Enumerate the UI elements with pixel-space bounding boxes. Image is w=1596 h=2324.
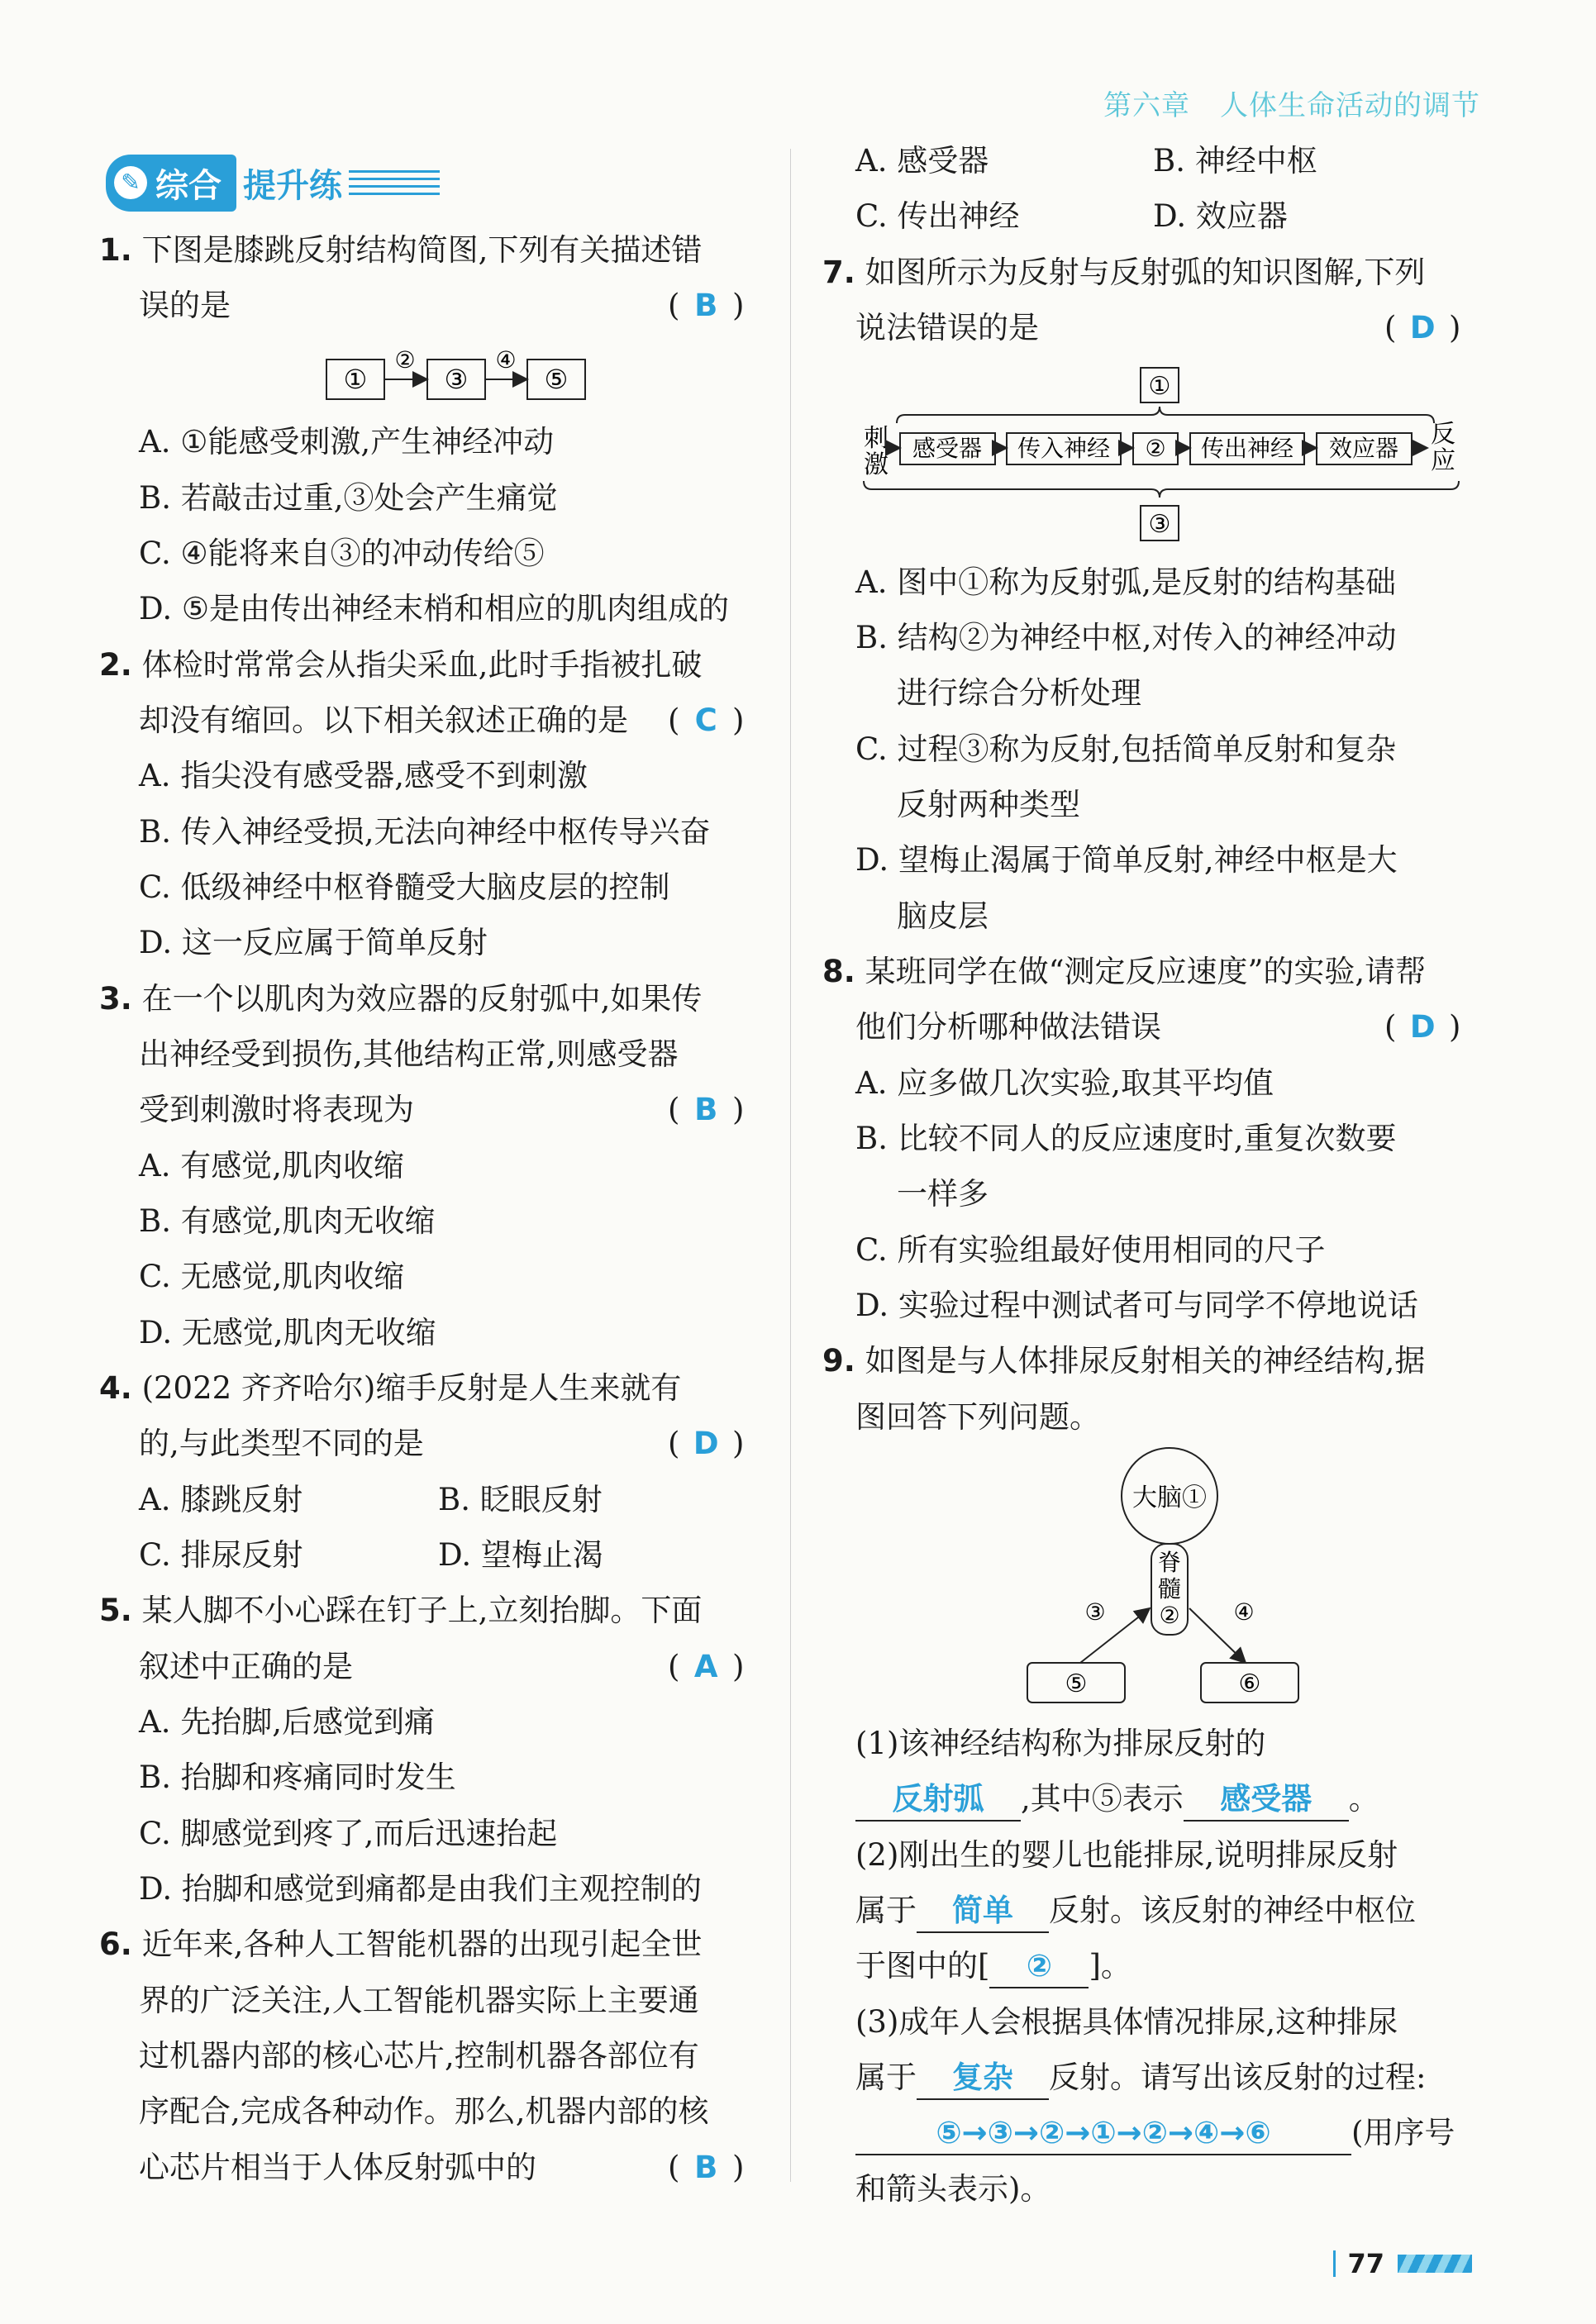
q1-stem-line1: 1. 下图是膝跳反射结构简图,下列有关描述错 — [99, 232, 703, 268]
q3-option-c: C. 无感觉,肌肉收缩 — [139, 1259, 405, 1294]
q7-label-3: ③ — [1148, 510, 1171, 539]
q5-option-d: D. 抬脚和感觉到痛都是由我们主观控制的 — [139, 1871, 702, 1907]
q6-stem-line5: 心芯片相当于人体反射弧中的 — [139, 2150, 536, 2185]
q7-response-2: 应 — [1431, 446, 1455, 475]
q9-answer-3: 简单 — [917, 1890, 1049, 1933]
q9-label-3: ③ — [1084, 1598, 1106, 1626]
q8-option-b-line2: 一样多 — [897, 1176, 989, 1212]
q3-stem-line3: 受到刺激时将表现为 — [139, 1092, 414, 1127]
q7-diagram — [855, 364, 1484, 554]
q2-option-d: D. 这一反应属于简单反射 — [139, 925, 488, 960]
q6-stem-line2: 界的广泛关注,人工智能机器实际上主要通 — [139, 1983, 699, 2018]
q7-top-brace — [897, 407, 1434, 423]
q3-answer: ( B ) — [668, 1092, 745, 1127]
q7-stem-line1: 7. 如图所示为反射与反射弧的知识图解,下列 — [822, 255, 1426, 290]
q5-option-a: A. 先抬脚,后感觉到痛 — [139, 1704, 436, 1740]
q6-stem-line3: 过机器内部的核心芯片,控制机器各部位有 — [139, 2038, 699, 2074]
q2-answer: ( C ) — [668, 702, 745, 738]
q9-part1-line1: (1)该神经结构称为排尿反射的 — [855, 1726, 1266, 1761]
q7-option-d-line2: 脑皮层 — [897, 898, 989, 934]
q9-part3-line1: (3)成年人会根据具体情况排尿,这种排尿 — [855, 2004, 1398, 2040]
q5-option-c: C. 脚感觉到疼了,而后迅速抬起 — [139, 1816, 558, 1851]
q9-spine-label-3: ② — [1159, 1602, 1180, 1629]
q1-label-2: ② — [394, 346, 416, 374]
q1-label-5: ⑤ — [544, 364, 569, 395]
q7-label-effector: 效应器 — [1328, 435, 1399, 462]
q9-part3-line4: 和箭头表示)。 — [855, 2171, 1051, 2207]
q9-answer-1: 反射弧 — [855, 1779, 1021, 1822]
q8-answer: ( D ) — [1384, 1009, 1461, 1045]
q7-response-1: 反 — [1431, 420, 1455, 449]
q1-label-1: ① — [343, 364, 368, 395]
q7-label-receptor: 感受器 — [912, 435, 983, 462]
q7-stimulus-1: 刺 — [864, 424, 889, 453]
q8-option-a: A. 应多做几次实验,取其平均值 — [855, 1065, 1274, 1101]
chapter-title: 人体生命活动的调节 — [1220, 89, 1480, 122]
q9-part2-line2: 属于 简单 反射。该反射的神经中枢位 — [855, 1890, 1416, 1933]
q4-option-c: C. 排尿反射 — [139, 1537, 303, 1573]
q2-option-c: C. 低级神经中枢脊髓受大脑皮层的控制 — [139, 869, 670, 905]
q6-option-d: D. 效应器 — [1153, 198, 1288, 234]
q7-option-b-line2: 进行综合分析处理 — [897, 675, 1141, 711]
q1-stem-line2: 误的是 — [139, 288, 231, 323]
q7-option-d-line1: D. 望梅止渴属于简单反射,神经中枢是大 — [855, 842, 1398, 878]
q8-stem-line2: 他们分析哪种做法错误 — [855, 1009, 1161, 1045]
q5-answer: ( A ) — [668, 1649, 745, 1684]
q7-stimulus-2: 激 — [864, 450, 889, 479]
q3-stem-line1: 3. 在一个以肌肉为效应器的反射弧中,如果传 — [99, 981, 703, 1017]
q9-brain-label: 大脑① — [1132, 1483, 1207, 1512]
pencil-icon: ✎ — [114, 166, 147, 199]
q5-stem-line2: 叙述中正确的是 — [139, 1649, 353, 1684]
q3-option-a: A. 有感觉,肌肉收缩 — [139, 1148, 405, 1183]
q9-answer-4: ② — [989, 1945, 1089, 1988]
q9-answer-5: 复杂 — [917, 2057, 1049, 2100]
q9-part3-line3: ⑤→③→②→①→②→④→⑥ (用序号 — [855, 2112, 1455, 2155]
q8-option-d: D. 实验过程中测试者可与同学不停地说话 — [855, 1288, 1418, 1323]
column-divider — [790, 149, 791, 2182]
chapter-header — [1103, 83, 1480, 123]
q9-diagram — [1021, 1446, 1318, 1719]
q1-diagram — [322, 343, 669, 409]
q7-option-a: A. 图中①称为反射弧,是反射的结构基础 — [855, 564, 1397, 600]
q2-option-a: A. 指尖没有感受器,感受不到刺激 — [139, 758, 588, 793]
q9-label-6: ⑥ — [1238, 1669, 1261, 1698]
q9-answer-2: 感受器 — [1184, 1779, 1349, 1822]
decorative-lines — [349, 170, 440, 195]
section-title-badge — [106, 155, 236, 212]
q9-label-5: ⑤ — [1065, 1669, 1088, 1698]
q7-option-c-line2: 反射两种类型 — [897, 787, 1080, 822]
section-title-b: 提升练 — [243, 166, 342, 205]
q1-option-b: B. 若敲击过重,③处会产生痛觉 — [139, 480, 558, 516]
q7-option-b-line1: B. 结构②为神经中枢,对传入的神经冲动 — [855, 620, 1397, 655]
q4-option-b: B. 眨眼反射 — [438, 1482, 603, 1517]
q7-answer: ( D ) — [1384, 310, 1461, 345]
q1-label-3: ③ — [444, 364, 469, 395]
q7-stem-line2: 说法错误的是 — [855, 310, 1039, 345]
q9-stem-line2: 图回答下列问题。 — [855, 1399, 1100, 1435]
q7-label-efferent: 传出神经 — [1200, 435, 1294, 462]
q9-stem-line1: 9. 如图是与人体排尿反射相关的神经结构,据 — [822, 1343, 1426, 1379]
q2-stem-line1: 2. 体检时常常会从指尖采血,此时手指被扎破 — [99, 647, 703, 683]
q9-spine-label-2: 髓 — [1157, 1575, 1182, 1603]
q6-answer: ( B ) — [668, 2150, 745, 2185]
q9-spine-label-1: 脊 — [1157, 1549, 1182, 1576]
q4-stem-line1: 4. (2022 齐齐哈尔)缩手反射是人生来就有 — [99, 1370, 682, 1406]
page-number — [1333, 2248, 1472, 2279]
q9-part2-line3: 于图中的[ ② ]。 — [855, 1945, 1131, 1988]
q7-label-1: ① — [1148, 372, 1171, 401]
q3-option-d: D. 无感觉,肌肉无收缩 — [139, 1315, 436, 1350]
q4-option-d: D. 望梅止渴 — [438, 1537, 603, 1573]
q1-label-4: ④ — [495, 346, 517, 374]
q8-option-b-line1: B. 比较不同人的反应速度时,重复次数要 — [855, 1121, 1397, 1156]
page-number-bar — [1333, 2250, 1336, 2277]
q7-label-afferent: 传入神经 — [1017, 435, 1111, 462]
q1-option-d: D. ⑤是由传出神经末梢和相应的肌肉组成的 — [139, 591, 730, 626]
q7-label-2: ② — [1145, 435, 1166, 462]
q1-answer: ( B ) — [668, 288, 745, 323]
q9-answer-6: ⑤→③→②→①→②→④→⑥ — [855, 2112, 1351, 2155]
page-number-text: 77 — [1347, 2248, 1384, 2279]
q2-option-b: B. 传入神经受损,无法向神经中枢传导兴奋 — [139, 814, 711, 850]
q1-option-a: A. ①能感受刺激,产生神经冲动 — [139, 424, 555, 460]
q2-stem-line2: 却没有缩回。以下相关叙述正确的是 — [139, 702, 628, 738]
q7-option-c-line1: C. 过程③称为反射,包括简单反射和复杂 — [855, 731, 1397, 767]
q9-part1-line2: 反射弧 ,其中⑤表示 感受器 。 — [855, 1779, 1379, 1822]
chapter-number: 第六章 — [1103, 89, 1190, 122]
section-title — [106, 155, 440, 210]
q6-option-a: A. 感受器 — [855, 143, 989, 179]
section-title-a: 综合 — [155, 166, 222, 205]
page-number-stripes — [1398, 2255, 1472, 2273]
q9-label-4: ④ — [1233, 1598, 1255, 1626]
q8-stem-line1: 8. 某班同学在做“测定反应速度”的实验,请帮 — [822, 954, 1427, 989]
q9-part2-line1: (2)刚出生的婴儿也能排尿,说明排尿反射 — [855, 1837, 1398, 1873]
q6-option-c: C. 传出神经 — [855, 198, 1020, 234]
q6-option-b: B. 神经中枢 — [1153, 143, 1317, 179]
q6-stem-line4: 序配合,完成各种动作。那么,机器内部的核 — [139, 2093, 709, 2129]
q5-stem-line1: 5. 某人脚不小心踩在钉子上,立刻抬脚。下面 — [99, 1593, 703, 1628]
q7-bottom-brace — [864, 481, 1459, 498]
q1-option-c: C. ④能将来自③的冲动传给⑤ — [139, 536, 545, 571]
q3-option-b: B. 有感觉,肌肉无收缩 — [139, 1203, 436, 1239]
q9-part3-line2: 属于 复杂 反射。请写出该反射的过程: — [855, 2057, 1426, 2100]
q5-option-b: B. 抬脚和疼痛同时发生 — [139, 1760, 456, 1795]
q6-stem-line1: 6. 近年来,各种人工智能机器的出现引起全世 — [99, 1926, 703, 1962]
q4-option-a: A. 膝跳反射 — [139, 1482, 303, 1517]
q4-stem-line2: 的,与此类型不同的是 — [139, 1426, 424, 1461]
q3-stem-line2: 出神经受到损伤,其他结构正常,则感受器 — [139, 1036, 679, 1072]
q4-answer: ( D ) — [668, 1426, 745, 1461]
q8-option-c: C. 所有实验组最好使用相同的尺子 — [855, 1232, 1326, 1268]
